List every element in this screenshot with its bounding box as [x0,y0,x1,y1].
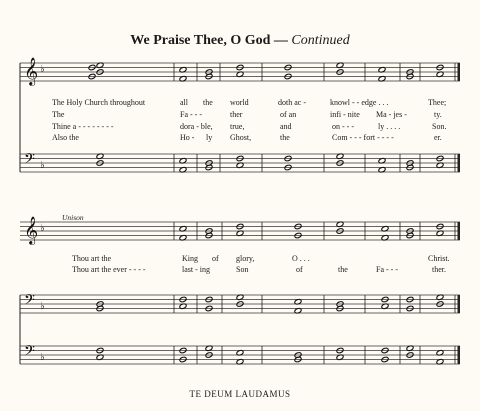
lyric: Thine a - - - - - - - - [52,122,114,131]
bass-clef-icon: 𝄢 [24,151,35,171]
lyric: Son. [432,122,447,131]
lyric: on - - - [332,122,354,131]
lyric: Also the [52,133,79,142]
lyric: world [230,98,249,107]
lyric: Thou art the [72,254,112,263]
lyric: doth ac - [278,98,306,107]
lyric: Fa - - - [376,265,398,274]
final-barline [458,63,461,81]
treble-clef-icon: 𝄞 [24,216,39,244]
lyric: of [212,254,219,263]
lyric: The [52,110,65,119]
lyric: Son [236,265,249,274]
flat-icon: ♭ [40,352,45,363]
flat-icon: ♭ [40,64,45,75]
title-continued: Continued [291,33,350,48]
unison-label: Unison [62,213,84,222]
lyric: ly . . . . [378,122,401,131]
bass-clef-icon: 𝄢 [24,292,35,312]
lyric: and [280,122,292,131]
final-barline [458,346,461,364]
lyric: The Holy Church throughout [52,98,146,107]
lyric: Fa - - - [180,110,202,119]
lyric: Ghost, [230,133,252,142]
footer-caption: TE DEUM LAUDAMUS [189,389,291,399]
lyric: Ma - jes - [376,110,407,119]
bass-clef-icon: 𝄢 [24,343,35,363]
lyric: ly [206,133,213,142]
lyric: knowl - - edge . . . [330,98,389,107]
final-barline [458,222,461,240]
lyric: true, [230,122,245,131]
final-barline [458,295,461,313]
lyric: the [203,98,213,107]
flat-icon: ♭ [40,223,45,234]
lyric: the [338,265,348,274]
lyric: the [280,133,290,142]
lyric: dora - ble, [180,122,213,131]
lyric: ty. [434,110,442,119]
lyric: of an [280,110,297,119]
lyric: King [182,254,198,263]
lyric: ther [230,110,243,119]
final-barline [458,154,461,172]
treble-clef-icon: 𝄞 [24,57,39,85]
lyric: infi - nite [330,110,360,119]
lyric: all [180,98,188,107]
lyric: O . . . [292,254,310,263]
lyric: last - ing [182,265,210,274]
lyric: Com - - - fort - - - - [332,133,394,142]
flat-icon: ♭ [40,301,45,312]
lyric: Thee; [428,98,447,107]
lyric: Thou art the ever - - - - [72,265,146,274]
title-main: We Praise Thee, O God — [130,33,288,48]
lyric: ther. [432,265,446,274]
lyric: Ho - [180,133,195,142]
lyric: er. [434,133,442,142]
lyric: glory, [236,254,255,263]
flat-icon: ♭ [40,160,45,171]
lyric: of [296,265,303,274]
lyric: Christ. [428,254,450,263]
